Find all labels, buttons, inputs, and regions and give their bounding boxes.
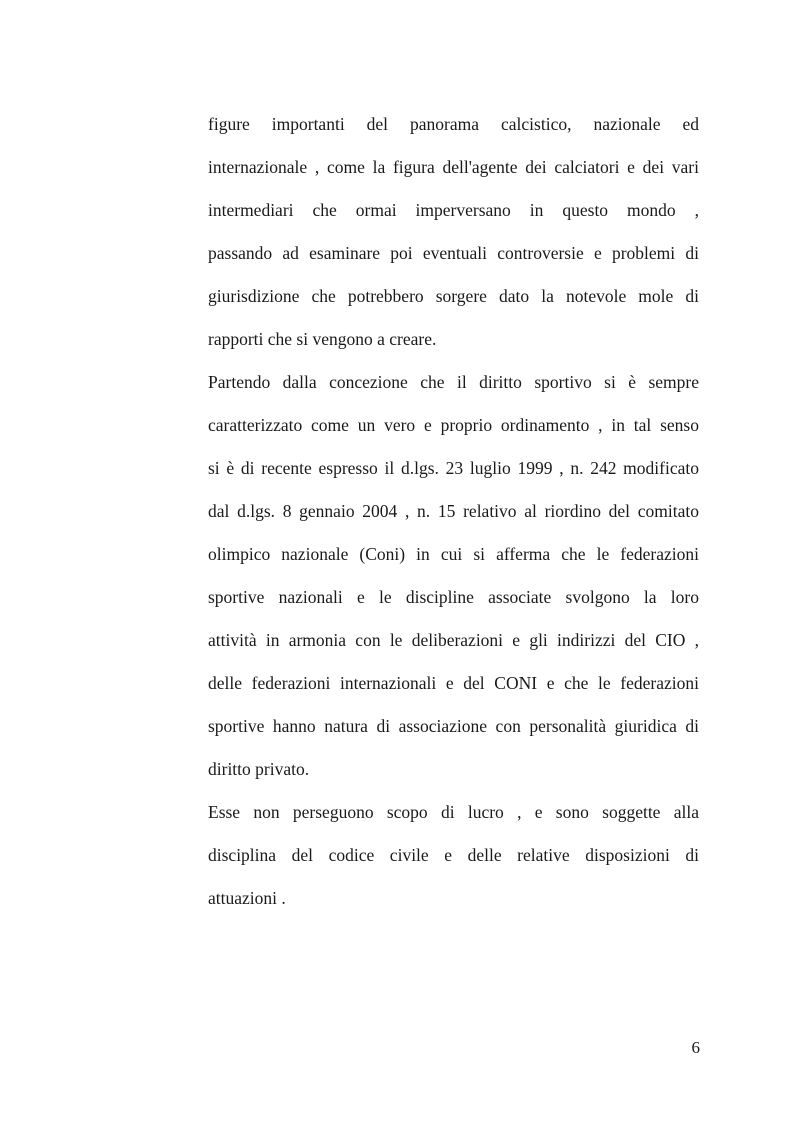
text-line: si è di recente espresso il d.lgs. 23 luglio 1999 , n. 242 modificato bbox=[208, 458, 699, 478]
text-line: disciplina del codice civile e delle relative disposizioni di bbox=[208, 845, 699, 865]
text-line: dal d.lgs. 8 gennaio 2004 , n. 15 relativo al riordino del comitato bbox=[208, 501, 699, 521]
text-line: giurisdizione che potrebbero sorgere dato la notevole mole di bbox=[208, 286, 699, 306]
text-line: attuazioni . bbox=[208, 888, 286, 908]
text-line: Partendo dalla concezione che il diritto sportivo si è sempre bbox=[208, 372, 699, 392]
text-line: rapporti che si vengono a creare. bbox=[208, 329, 437, 349]
body-text bbox=[208, 103, 699, 920]
text-line: diritto privato. bbox=[208, 759, 310, 779]
page-number: 6 bbox=[691, 1038, 700, 1057]
text-line: caratterizzato come un vero e proprio ordinamento , in tal senso bbox=[208, 415, 699, 435]
text-line: internazionale , come la figura dell'agente dei calciatori e dei vari bbox=[208, 157, 699, 177]
text-line: olimpico nazionale (Coni) in cui si afferma che le federazioni bbox=[208, 544, 699, 564]
text-line: attività in armonia con le deliberazioni e gli indirizzi del CIO , bbox=[208, 630, 699, 650]
text-line: Esse non perseguono scopo di lucro , e sono soggette alla bbox=[208, 802, 699, 822]
text-line: sportive hanno natura di associazione con personalità giuridica di bbox=[208, 716, 699, 736]
text-line: sportive nazionali e le discipline associate svolgono la loro bbox=[208, 587, 699, 607]
text-line: figure importanti del panorama calcistico, nazionale ed bbox=[208, 114, 699, 134]
text-line: intermediari che ormai imperversano in questo mondo , bbox=[208, 200, 699, 220]
text-line: delle federazioni internazionali e del CONI e che le federazioni bbox=[208, 673, 699, 693]
text-line: passando ad esaminare poi eventuali controversie e problemi di bbox=[208, 243, 699, 263]
